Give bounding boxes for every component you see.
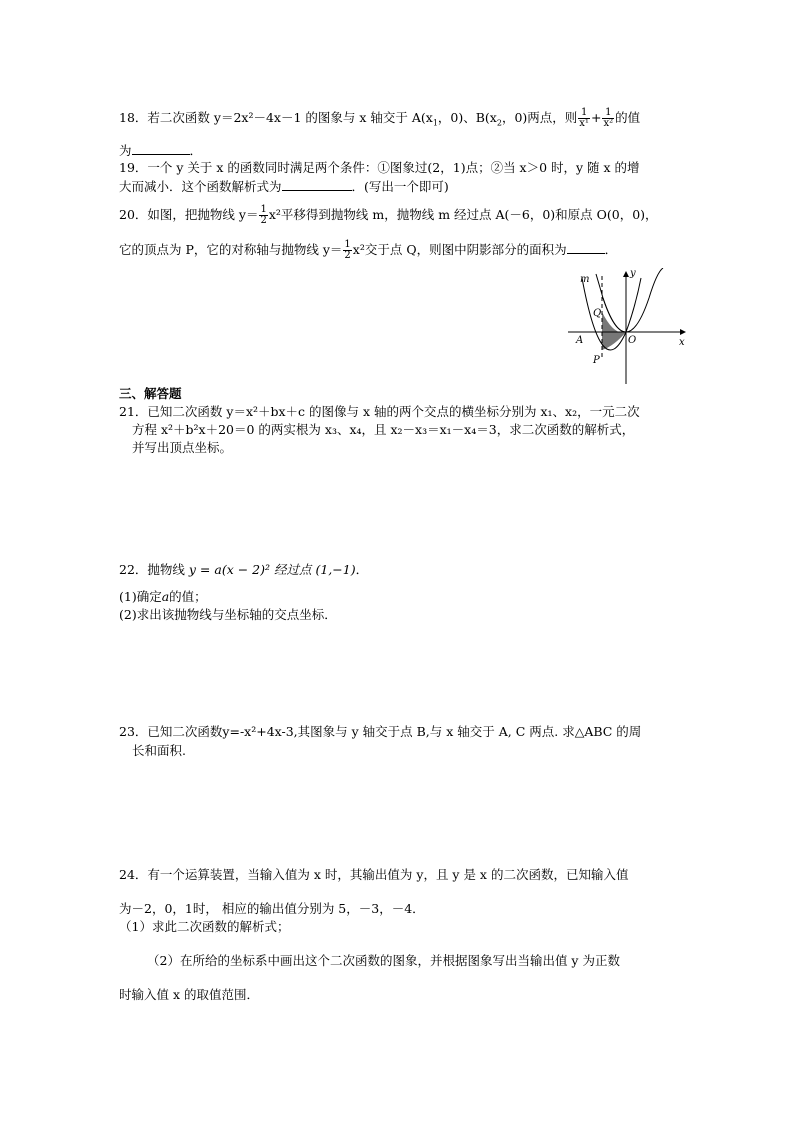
q18-fraction-1: $\frac{1}{\text{x¹}}$ bbox=[579, 107, 589, 129]
q22-line1 bbox=[119, 562, 368, 578]
q22-text-a: 22．抛物线 bbox=[119, 562, 185, 577]
q18-text-c: ，0)两点，则 bbox=[501, 110, 578, 125]
q24-line2: 为－2，0，1时， 相应的输出值分别为 5，－3，－4． bbox=[119, 901, 425, 916]
q24-part3: 时输入值 x 的取值范围． bbox=[119, 987, 259, 1002]
q18-text-d: 的值 bbox=[615, 110, 641, 125]
q24-part1: （1）求此二次函数的解析式； bbox=[119, 919, 290, 934]
q19-text-a: 大而减小．这个函数解析式为 bbox=[119, 179, 282, 194]
q22-part2: (2)求出该抛物线与坐标轴的交点坐标． bbox=[119, 607, 337, 622]
q20-text-e: ． bbox=[604, 242, 618, 257]
q20-fraction-1: $\frac{1}{2}$ bbox=[260, 204, 267, 226]
q22-formula: y = a(x − 2)² 经过点 (1,−1) bbox=[188, 562, 356, 577]
q20-line2 bbox=[119, 240, 617, 261]
q18-text-a: 18．若二次函数 y＝2x²－4x－1 的图象与 x 轴交于 A(x bbox=[119, 110, 433, 125]
q22-text-end: ． bbox=[355, 562, 369, 577]
q24-part2: （2）在所给的坐标系中画出这个二次函数的图象，并根据图象写出当输出值 y 为正数 bbox=[147, 953, 620, 968]
label-A: A bbox=[576, 335, 584, 346]
q19-line2 bbox=[119, 178, 449, 195]
q18-line2: 为 ． bbox=[119, 143, 203, 158]
q18-plus: + bbox=[590, 110, 602, 125]
q20-text-d: x²交于点 Q，则图中阴影部分的面积为 bbox=[352, 242, 567, 257]
q23-line1: 23．已知二次函数y=-x²+4x-3,其图象与 y 轴交于点 B,与 x 轴交于 A, C 两点. 求△ABC 的周 bbox=[119, 724, 642, 739]
q19-line1: 19．一个 y 关于 x 的函数同时满足两个条件：①图象过(2，1)点；②当 x＞0 时，y 随 x 的增 bbox=[119, 160, 640, 175]
section-3-heading: 三、解答题 bbox=[119, 386, 182, 401]
q20-line1 bbox=[119, 205, 658, 226]
q18-answer-blank[interactable] bbox=[132, 142, 190, 155]
q18-text-b: ，0)、B(x bbox=[437, 110, 497, 125]
label-y: y bbox=[630, 268, 636, 279]
q22-part1-var: a bbox=[161, 589, 170, 604]
q18-sub1: 1 bbox=[432, 118, 438, 128]
label-O: O bbox=[628, 335, 637, 346]
q21-line3: 并写出顶点坐标。 bbox=[132, 440, 233, 455]
q20-text-c: 它的顶点为 P，它的对称轴与抛物线 y＝ bbox=[119, 242, 343, 257]
q19-answer-blank[interactable] bbox=[282, 178, 352, 191]
q20-text-a: 20．如图，把抛物线 y＝ bbox=[119, 207, 259, 222]
q22-part1 bbox=[119, 589, 207, 605]
label-m: m bbox=[580, 274, 590, 285]
q22-part1-text-b: 的值； bbox=[169, 589, 207, 604]
q21-line2: 方程 x²＋b²x＋20＝0 的两实根为 x₃、x₄，且 x₂－x₃＝x₁－x₄＝3，求二次函数的解析式， bbox=[132, 422, 635, 437]
q24-line1: 24．有一个运算装置，当输入值为 x 时，其输出值为 y，且 y 是 x 的二次函数，已知输入值 bbox=[119, 867, 629, 882]
parabola-base-left bbox=[596, 274, 626, 332]
label-x: x bbox=[679, 337, 685, 348]
q18-line1 bbox=[119, 108, 640, 132]
q20-fraction-2: $\frac{1}{2}$ bbox=[344, 239, 351, 261]
q20-answer-blank[interactable] bbox=[567, 241, 605, 254]
q21-line1: 21．已知二次函数 y＝x²＋bx＋c 的图像与 x 轴的两个交点的横坐标分别为 x₁、x₂，一元二次 bbox=[119, 404, 640, 419]
parabola-figure bbox=[565, 268, 690, 388]
q18-text-line2: 为 bbox=[119, 143, 132, 158]
q22-part1-text-a: (1)确定 bbox=[119, 589, 162, 604]
q20-text-b: x²平移得到抛物线 m，抛物线 m 经过点 A(－6，0)和原点 O(0，0)， bbox=[268, 207, 658, 222]
label-P: P bbox=[593, 355, 600, 366]
q19-text-b: ．(写出一个即可) bbox=[351, 179, 449, 194]
q18-fraction-2: $\frac{1}{\text{x²}}$ bbox=[603, 107, 614, 129]
q18-sub2: 2 bbox=[496, 118, 502, 128]
q23-line2: 长和面积. bbox=[132, 743, 186, 758]
label-Q: Q bbox=[593, 308, 602, 319]
